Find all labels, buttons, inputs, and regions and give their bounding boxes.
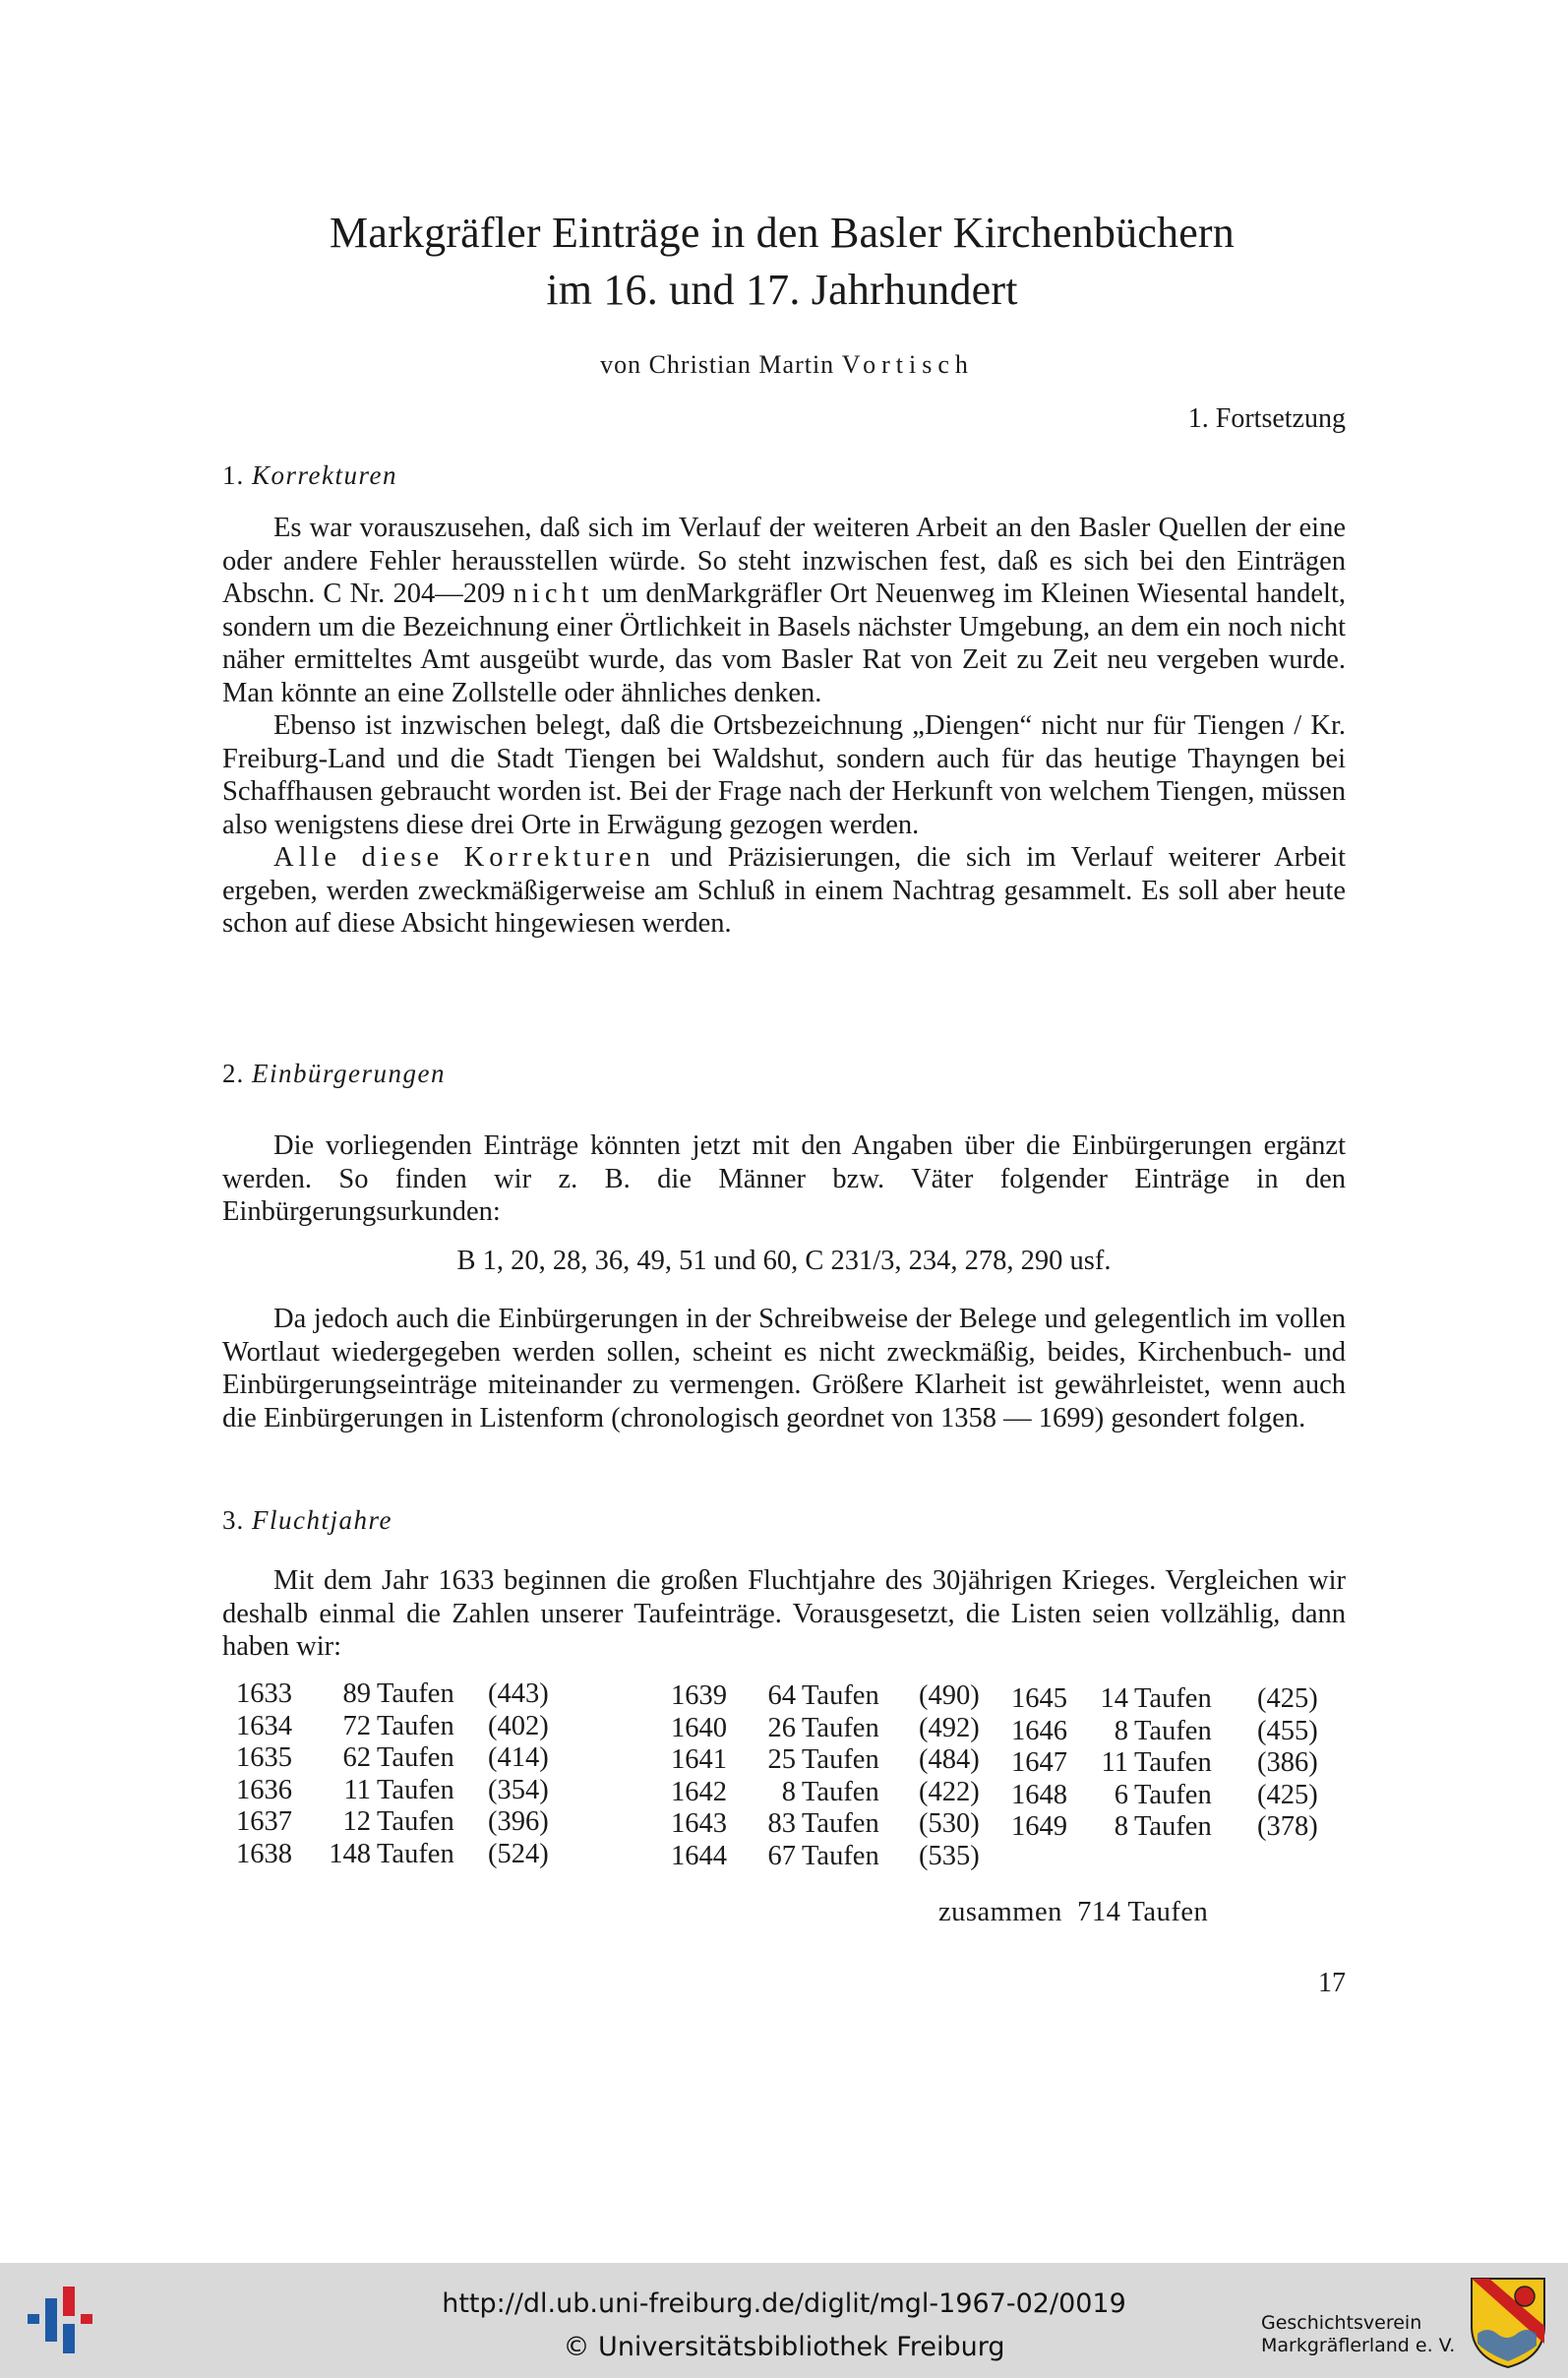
label-cell: Taufen: [802, 1776, 879, 1807]
paragraph: Da jedoch auch die Einbürgerungen in der Schreibweise der Belege und gelegentlich im vollen Wortlaut wiedergegeben werden sollen, scheint es nicht zweckmäßig, beides, Kirchenbuch- und Einbürgerungseinträge miteinander zu vermengen. Größere Klarheit ist gewährleistet, wenn auch die Einbürgerungen in Listenform (chronologisch geordnet von 1358 — 1699) gesondert folgen.: [222, 1304, 1346, 1433]
count-cell: 83: [767, 1808, 796, 1839]
label-cell: Taufen: [377, 1710, 454, 1741]
count-cell: 12: [342, 1806, 371, 1837]
count-cell: 64: [767, 1680, 796, 1711]
paren-cell: (354): [488, 1774, 549, 1805]
total-unit: Taufen: [1127, 1897, 1209, 1927]
paren-cell: (484): [919, 1744, 980, 1775]
label-cell: Taufen: [1134, 1811, 1212, 1842]
paren-cell: (425): [1257, 1683, 1318, 1714]
paren-cell: (396): [488, 1806, 549, 1837]
table-row: [1011, 1716, 1336, 1748]
text-run: um denMarkgräfler Ort Neuenweg im Kleinen Wiesental handelt, sondern um die Bezeichnung einer Örtlichkeit in Basels nächster Umgebung, an dem ein noch nicht näher ermitteltes Amt ausgeübt wurde, das vom Basler Rat von Zeit zu Zeit neu vergeben wurde. Man könnte an eine Zollstelle oder ähnliches denken.: [222, 579, 1347, 708]
paren-cell: (402): [488, 1710, 549, 1741]
table-row: [236, 1742, 561, 1775]
footer-bar: [0, 2263, 1568, 2378]
count-cell: 6: [1114, 1779, 1128, 1810]
count-cell: 62: [342, 1742, 371, 1773]
byline: [295, 350, 1279, 380]
year-cell: 1634: [236, 1710, 292, 1741]
paren-cell: (524): [488, 1838, 549, 1869]
label-cell: Taufen: [377, 1838, 454, 1869]
count-cell: 8: [1114, 1715, 1128, 1746]
table-row: [671, 1808, 995, 1841]
section-number: 2.: [222, 1059, 245, 1088]
count-cell: 25: [767, 1744, 796, 1775]
section-number: 3.: [222, 1505, 245, 1535]
table-row: [671, 1680, 995, 1713]
year-cell: 1636: [236, 1774, 292, 1805]
count-cell: 8: [781, 1776, 796, 1807]
label-cell: Taufen: [377, 1806, 454, 1837]
count-cell: 11: [1101, 1747, 1128, 1778]
label-cell: Taufen: [377, 1678, 454, 1709]
paragraph: Mit dem Jahr 1633 beginnen die großen Fluchtjahre des 30jährigen Krieges. Vergleichen wir deshalb einmal die Zahlen unserer Taufeinträge. Vorausgesetzt, die Listen seien vollzählig, dann haben wir:: [222, 1565, 1346, 1662]
table-row: [236, 1711, 561, 1743]
section-body-fluchtjahre: [222, 1564, 1346, 1664]
paren-cell: (490): [919, 1680, 980, 1711]
table-column-1: [236, 1678, 561, 1870]
label-cell: Taufen: [1134, 1747, 1212, 1778]
table-row: [236, 1839, 561, 1871]
table-row: [236, 1775, 561, 1807]
table-row: [1011, 1780, 1336, 1812]
table-column-3: [1011, 1683, 1336, 1844]
paren-cell: (414): [488, 1742, 549, 1773]
paragraph: [222, 841, 1346, 941]
paren-cell: (455): [1257, 1715, 1318, 1746]
publisher-line-2: Markgräflerland e. V.: [1261, 2335, 1456, 2356]
table-row: [1011, 1811, 1336, 1844]
citizenship-entry-list: B 1, 20, 28, 36, 49, 51 und 60, C 231/3, 234, 278, 290 usf.: [456, 1246, 1112, 1276]
table-row: [671, 1841, 995, 1873]
table-row: [236, 1678, 561, 1711]
section-heading-korrekturen: [222, 460, 397, 491]
paren-cell: (443): [488, 1678, 549, 1709]
source-url[interactable]: http://dl.ub.uni-freiburg.de/diglit/mgl-1967-02/0019: [442, 2288, 1126, 2319]
year-cell: 1647: [1011, 1747, 1067, 1778]
section-body-einbuergerungen-2: [222, 1303, 1346, 1434]
text-run: Es war vorauszusehen, daß sich im Verlauf der weiteren Arbeit an den Basler Quellen der eine oder andere Fehler herausstellen würde. So steht inzwischen fest, daß es sich bei den Einträgen Abschn. C Nr. 204—209: [222, 513, 1346, 609]
coat-of-arms-icon: [1468, 2275, 1548, 2369]
publisher-line-1: Geschichtsverein: [1261, 2312, 1422, 2334]
paragraph: [222, 512, 1346, 709]
text-run: und Präzisierungen, die sich im Verlauf weiterer Arbeit ergeben, werden zweckmäßigerweise am Schluß in einem Nachtrag gesammelt. Es soll aber heute schon auf diese Absicht hingewiesen werden.: [222, 842, 1346, 939]
table-row: [1011, 1747, 1336, 1780]
baptism-total: [938, 1897, 1208, 1928]
year-cell: 1644: [671, 1840, 727, 1871]
copyright-notice: © Universitätsbibliothek Freiburg: [563, 2332, 1005, 2362]
emphasis-spaced: Alle diese Korrekturen: [273, 842, 655, 873]
table-row: [671, 1744, 995, 1777]
table-row: [236, 1806, 561, 1839]
emphasis-spaced: nicht: [513, 579, 594, 609]
year-cell: 1637: [236, 1806, 292, 1837]
label-cell: Taufen: [1134, 1715, 1212, 1746]
article-title: [197, 205, 1367, 319]
publisher-name: [1261, 2312, 1455, 2357]
paren-cell: (425): [1257, 1779, 1318, 1810]
count-cell: 67: [767, 1840, 796, 1871]
section-title: Fluchtjahre: [252, 1505, 392, 1535]
continuation-note: 1. Fortsetzung: [1187, 403, 1346, 434]
section-title: Einbürgerungen: [252, 1059, 446, 1088]
paragraph: Die vorliegenden Einträge könnten jetzt mit den Angaben über die Einbürgerungen ergänzt werden. So finden wir z. B. die Männer bzw. Väter folgender Einträge in den Einbürgerungsurkunden:: [222, 1130, 1346, 1227]
section-title: Korrekturen: [252, 460, 397, 490]
section-heading-fluchtjahre: [222, 1505, 392, 1536]
table-column-2: [671, 1680, 995, 1872]
section-body-einbuergerungen: [222, 1129, 1346, 1229]
year-cell: 1639: [671, 1680, 727, 1711]
paren-cell: (422): [919, 1776, 980, 1807]
paren-cell: (492): [919, 1712, 980, 1743]
author-surname: Vortisch: [841, 350, 974, 379]
table-row: [671, 1713, 995, 1745]
year-cell: 1643: [671, 1808, 727, 1839]
paren-cell: (386): [1257, 1747, 1318, 1778]
title-line-1: Markgräfler Einträge in den Basler Kirchenbüchern: [330, 209, 1235, 257]
label-cell: Taufen: [1134, 1779, 1212, 1810]
label-cell: Taufen: [802, 1712, 879, 1743]
count-cell: 14: [1100, 1683, 1128, 1714]
count-cell: 89: [342, 1678, 371, 1709]
year-cell: 1646: [1011, 1715, 1067, 1746]
count-cell: 26: [767, 1712, 796, 1743]
title-line-2: im 16. und 17. Jahrhundert: [546, 266, 1018, 314]
count-cell: 11: [343, 1774, 371, 1805]
year-cell: 1638: [236, 1838, 292, 1869]
section-body-korrekturen: [222, 512, 1346, 941]
label-cell: Taufen: [802, 1680, 879, 1711]
year-cell: 1649: [1011, 1811, 1067, 1842]
year-cell: 1640: [671, 1712, 727, 1743]
count-cell: 8: [1114, 1811, 1128, 1842]
total-label: zusammen: [938, 1897, 1062, 1927]
page-number: 17: [1318, 1968, 1346, 1998]
label-cell: Taufen: [377, 1774, 454, 1805]
paren-cell: (378): [1257, 1811, 1318, 1842]
section-number: 1.: [222, 460, 245, 490]
count-cell: 72: [342, 1710, 371, 1741]
year-cell: 1645: [1011, 1683, 1067, 1714]
year-cell: 1635: [236, 1742, 292, 1773]
byline-prefix: von Christian Martin: [600, 350, 835, 379]
year-cell: 1642: [671, 1776, 727, 1807]
paren-cell: (535): [919, 1840, 980, 1871]
total-value: 714: [1077, 1897, 1121, 1927]
paragraph: Ebenso ist inzwischen belegt, daß die Ortsbezeichnung „Diengen“ nicht nur für Tiengen / Kr. Freiburg-Land und die Stadt Tiengen bei Waldshut, sondern auch für das heutige Thayngen bei Schaffhausen gebraucht worden ist. Bei der Frage nach der Herkunft von welchem Tiengen, müssen also wenigstens diese drei Orte in Erwägung gezogen werden.: [222, 710, 1346, 840]
section-heading-einbuergerungen: [222, 1059, 446, 1089]
label-cell: Taufen: [802, 1808, 879, 1839]
year-cell: 1633: [236, 1678, 292, 1709]
label-cell: Taufen: [802, 1840, 879, 1871]
year-cell: 1641: [671, 1744, 727, 1775]
table-row: [671, 1777, 995, 1809]
year-cell: 1648: [1011, 1779, 1067, 1810]
label-cell: Taufen: [1134, 1683, 1212, 1714]
table-row: [1011, 1683, 1336, 1716]
label-cell: Taufen: [377, 1742, 454, 1773]
paren-cell: (530): [919, 1808, 980, 1839]
count-cell: 148: [329, 1838, 371, 1869]
label-cell: Taufen: [802, 1744, 879, 1775]
